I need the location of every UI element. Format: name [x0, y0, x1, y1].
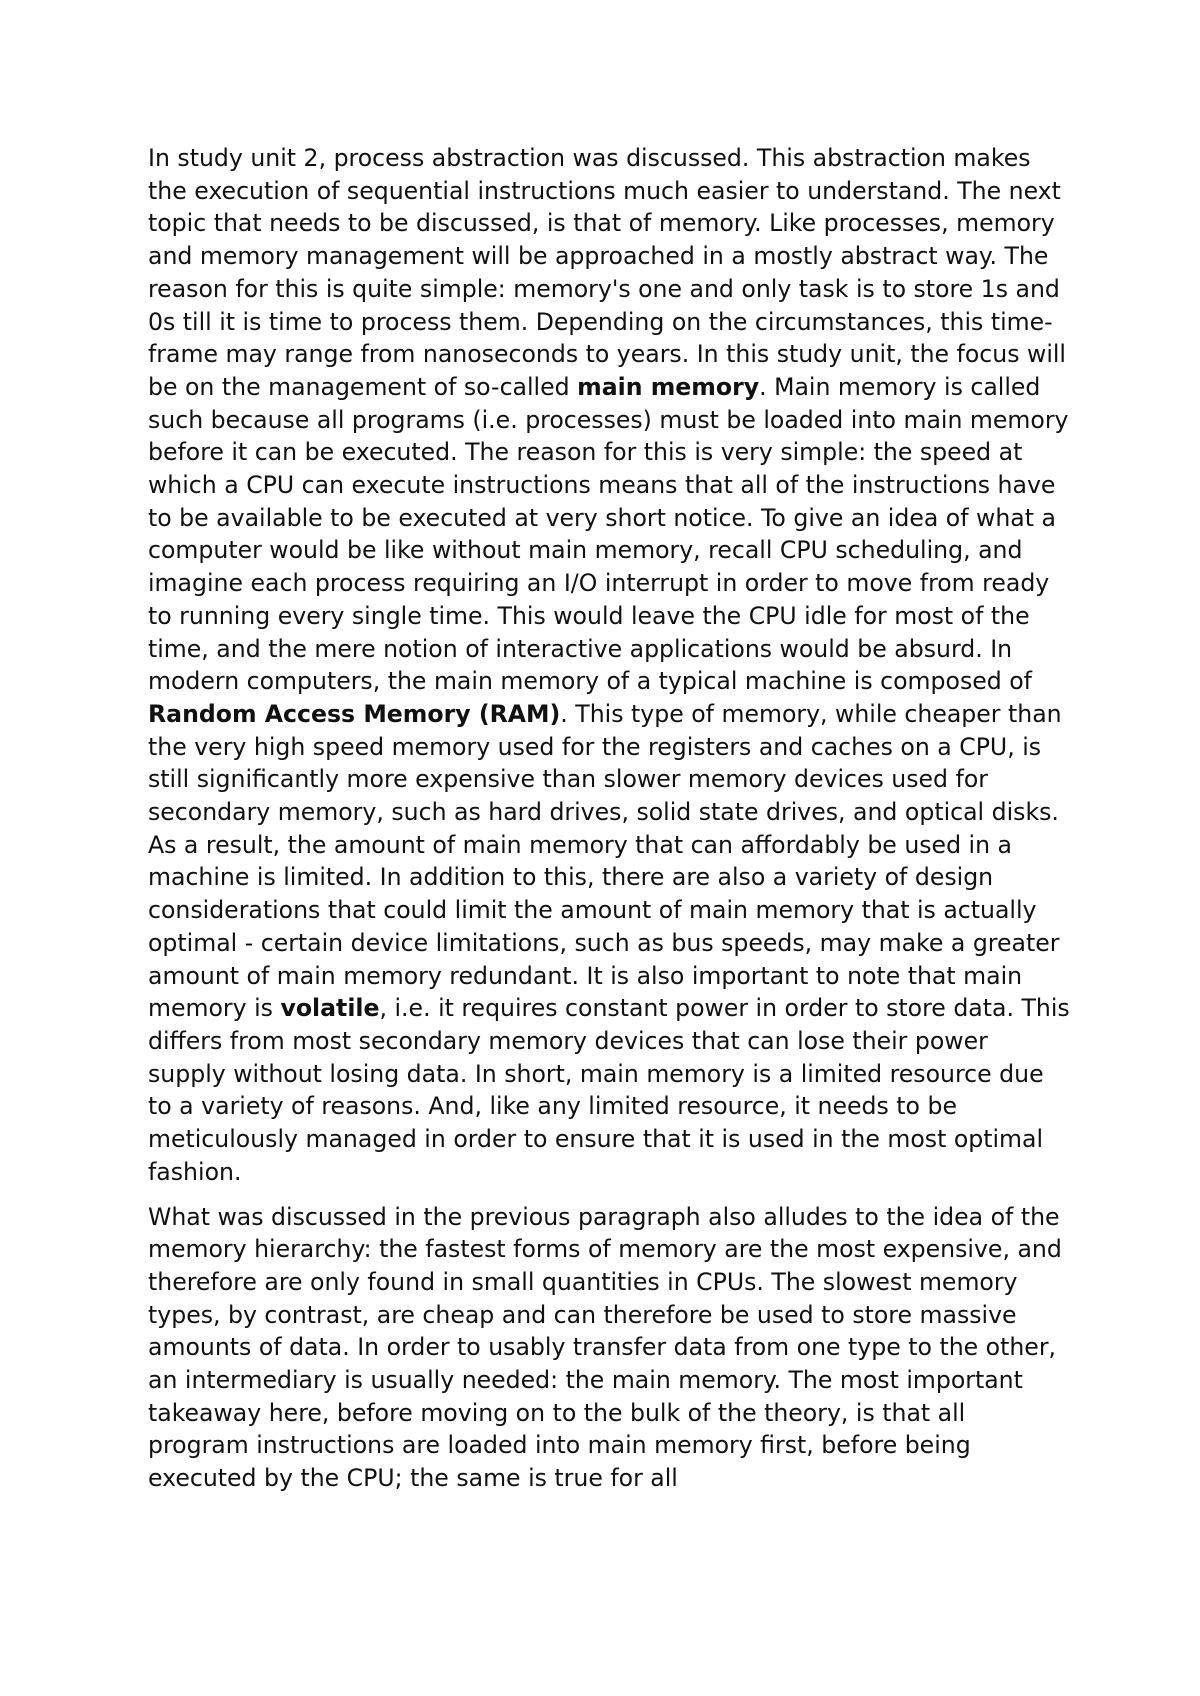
document-body	[148, 142, 1070, 1507]
paragraph-text-run: . This type of memory, while cheaper than the very high speed memory used for the registers and caches on a CPU, is still significantly more expensive than slower memory devices used for secondary memory, such as hard drives, solid state drives, and optical disks. As a result, the amount of main memory that can affordably be used in a machine is limited. In addition to this, there are also a variety of design considerations that could limit the amount of main memory that is actually optimal - certain device limitations, such as bus speeds, may make a greater amount of main memory redundant. It is also important to note that main memory is	[148, 699, 1062, 1023]
paragraph-text-run: . Main memory is called such because all programs (i.e. processes) must be loaded into main memory before it can be executed. The reason for this is very simple: the speed at which a CPU can execute instructions means that all of the instructions have to be available to be executed at very short notice. To give an idea of what a computer would be like without main memory, recall CPU scheduling, and imagine each process requiring an I/O interrupt in order to move from ready to running every single time. This would leave the CPU idle for most of the time, and the mere notion of interactive applications would be absurd. In modern computers, the main memory of a typical machine is composed of	[148, 372, 1069, 696]
bold-term-volatile: volatile	[280, 994, 380, 1023]
bold-term-ram: Random Access Memory (RAM)	[148, 699, 561, 728]
paragraph-text-run: , i.e. it requires constant power in order to store data. This differs from most secondary memory devices that can lose their power supply without losing data. In short, main memory is a limited resource due to a variety of reasons. And, like any limited resource, it needs to be meticulously managed in order to ensure that it is used in the most optimal fashion.	[148, 994, 1070, 1186]
paragraph-memory-hierarchy	[148, 1201, 1070, 1495]
bold-term-main-memory: main memory	[577, 372, 760, 401]
paragraph-text-run: In study unit 2, process abstraction was discussed. This abstraction makes the execution of sequential instructions much easier to understand. The next topic that needs to be discussed, is that of memory. Like processes, memory and memory management will be approached in a mostly abstract way. The reason for this is quite simple: memory's one and only task is to store 1s and 0s till it is time to process them. Depending on the circumstances, this time-frame may range from nanoseconds to years. In this study unit, the focus will be on the management of so-called	[148, 144, 1066, 401]
paragraph-text-run: What was discussed in the previous paragraph also alludes to the idea of the memory hierarchy: the fastest forms of memory are the most expensive, and therefore are only found in small quantities in CPUs. The slowest memory types, by contrast, are cheap and can therefore be used to store massive amounts of data. In order to usably transfer data from one type to the other, an intermediary is usually needed: the main memory. The most important takeaway here, before moving on to the bulk of the theory, is that all program instructions are loaded into main memory first, before being executed by the CPU; the same is true for all	[148, 1202, 1062, 1493]
paragraph-memory-intro	[148, 142, 1070, 1189]
